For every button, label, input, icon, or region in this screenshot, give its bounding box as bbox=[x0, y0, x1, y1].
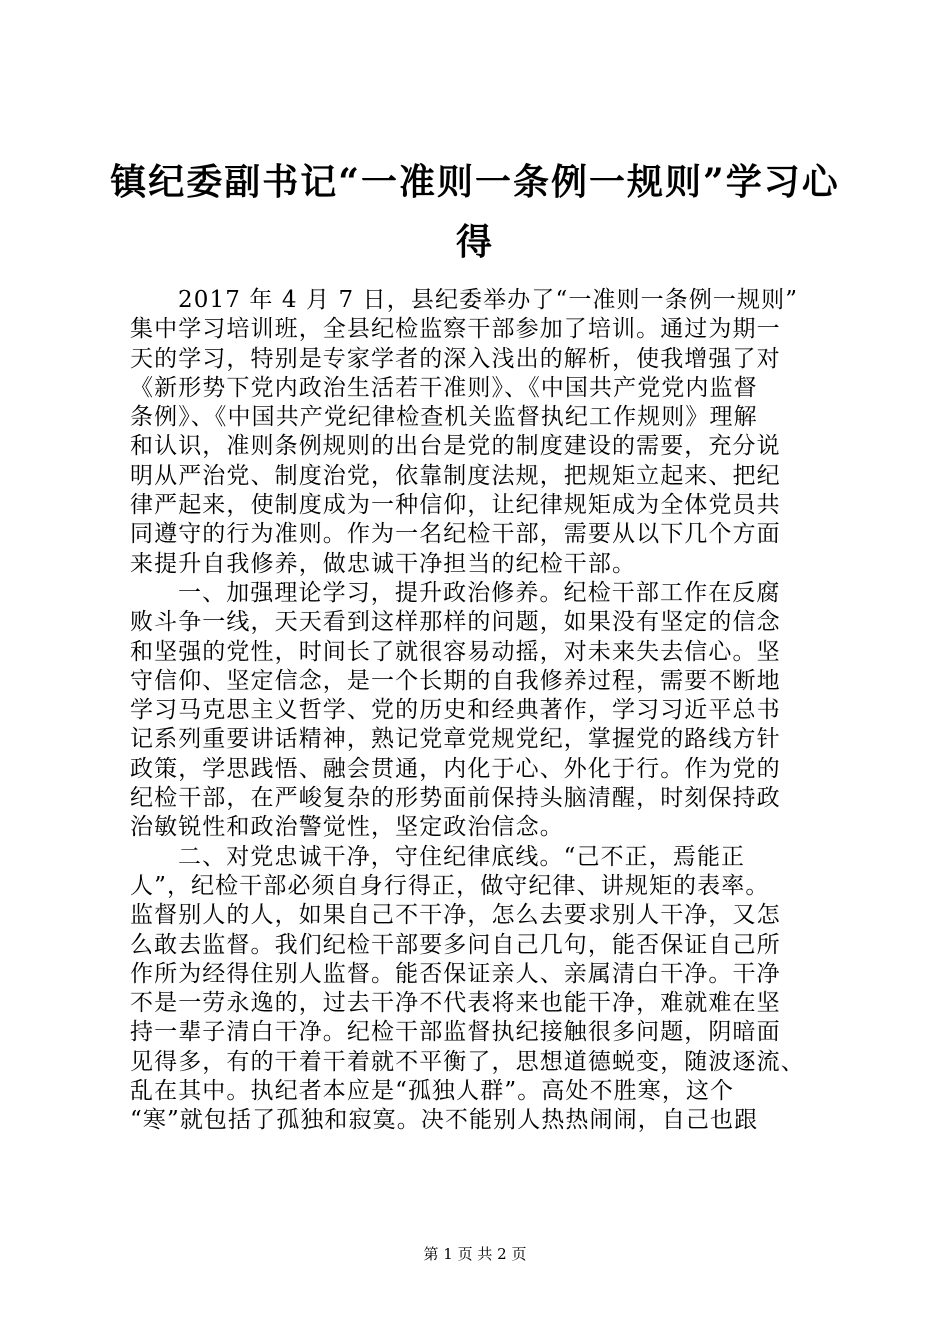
text-line: 《新形势下党内政治生活若干准则》、《中国共产党党内监督 bbox=[130, 374, 758, 401]
text-line: 明从严治党、制度治党，依靠制度法规，把规矩立起来、把纪 bbox=[130, 462, 781, 489]
text-line: 守信仰、坚定信念，是一个长期的自我修养过程，需要不断地 bbox=[130, 667, 781, 694]
document-title-line-2: 得 bbox=[455, 221, 494, 263]
document-title-line-1: 镇纪委副书记“一准则一条例一规则”学习心 bbox=[110, 161, 840, 203]
text-line: 么敢去监督。我们纪检干部要多问自己几句，能否保证自己所 bbox=[130, 931, 781, 958]
text-line: 人”，纪检干部必须自身行得正，做守纪律、讲规矩的表率。 bbox=[130, 872, 770, 899]
text-line: 二、对党忠诚干净，守住纪律底线。“己不正，焉能正 bbox=[178, 843, 746, 870]
text-line: 和认识，准则条例规则的出台是党的制度建设的需要，充分说 bbox=[130, 433, 781, 460]
page-footer: 第 1 页 共 2 页 bbox=[423, 1245, 527, 1263]
text-line: 来提升自我修养，做忠诚干净担当的纪检干部。 bbox=[130, 550, 637, 577]
text-line: “寒”就包括了孤独和寂寞。决不能别人热热闹闹，自己也跟 bbox=[130, 1107, 759, 1134]
text-line: 2017 年 4 月 7 日，县纪委举办了“一准则一条例一规则” bbox=[178, 287, 799, 313]
text-line: 天的学习，特别是专家学者的深入浅出的解析，使我增强了对 bbox=[130, 345, 781, 372]
text-line: 作所为经得住别人监督。能否保证亲人、亲属清白干净。干净 bbox=[130, 960, 781, 987]
text-line: 持一辈子清白干净。纪检干部监督执纪接触很多问题，阴暗面 bbox=[130, 1019, 781, 1046]
text-line: 见得多，有的干着干着就不平衡了，思想道德蜕变，随波逐流、 bbox=[130, 1048, 805, 1075]
text-line: 学习马克思主义哲学、党的历史和经典著作，学习习近平总书 bbox=[130, 697, 781, 724]
text-line: 纪检干部，在严峻复杂的形势面前保持头脑清醒，时刻保持政 bbox=[130, 785, 781, 812]
text-line: 同遵守的行为准则。作为一名纪检干部，需要从以下几个方面 bbox=[130, 521, 781, 548]
text-line: 败斗争一线，天天看到这样那样的问题，如果没有坚定的信念 bbox=[130, 609, 781, 636]
text-line: 乱在其中。执纪者本应是“孤独人群”。高处不胜寒，这个 bbox=[130, 1078, 735, 1105]
text-line: 记系列重要讲话精神，熟记党章党规党纪，掌握党的路线方针 bbox=[130, 726, 781, 753]
text-line: 不是一劳永逸的，过去干净不代表将来也能干净，难就难在坚 bbox=[130, 990, 781, 1017]
text-line: 监督别人的人，如果自己不干净，怎么去要求别人干净，又怎 bbox=[130, 902, 781, 929]
text-line: 条例》、《中国共产党纪律检查机关监督执纪工作规则》理解 bbox=[130, 404, 758, 431]
text-line: 治敏锐性和政治警觉性，坚定政治信念。 bbox=[130, 814, 564, 841]
text-line: 和坚强的党性，时间长了就很容易动摇，对未来失去信心。坚 bbox=[130, 638, 781, 665]
text-line: 集中学习培训班，全县纪检监察干部参加了培训。通过为期一 bbox=[130, 316, 781, 343]
text-line: 政策，学思践悟、融会贯通，内化于心、外化于行。作为党的 bbox=[130, 755, 781, 782]
document-body bbox=[130, 286, 830, 1136]
text-line: 律严起来，使制度成为一种信仰，让纪律规矩成为全体党员共 bbox=[130, 492, 781, 519]
text-line: 一、加强理论学习，提升政治修养。纪检干部工作在反腐 bbox=[178, 579, 781, 606]
